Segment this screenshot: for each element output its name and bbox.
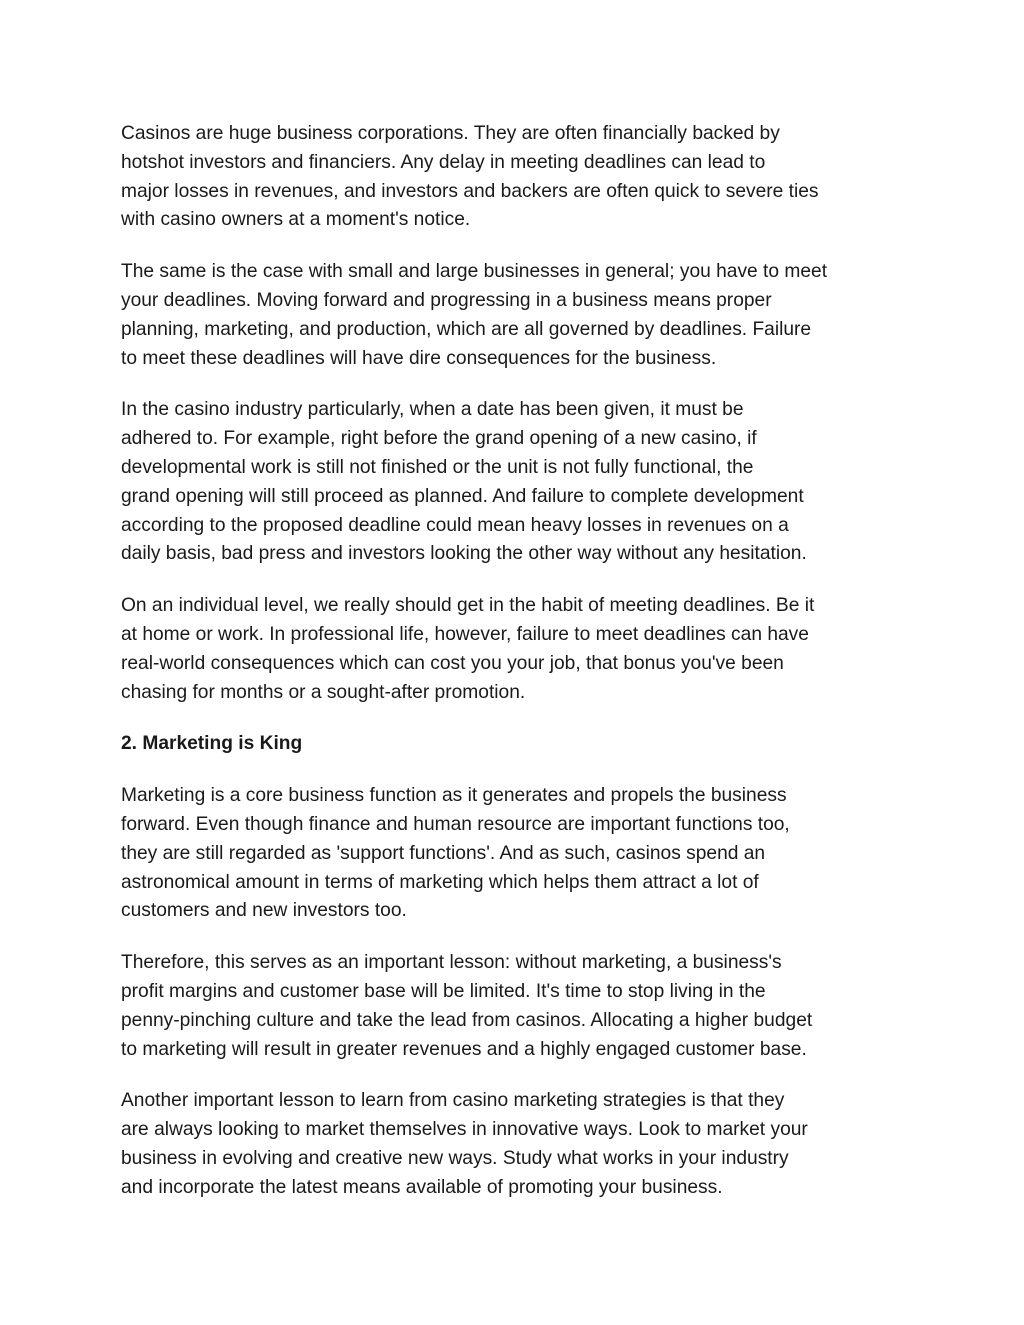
document-page (121, 120, 911, 1226)
paragraph-casino-industry-dates: In the casino industry particularly, when a date has been given, it must be adhered to. For example, right before the grand opening of a new casino, if developmental work is still not finished or the unit is not fully functional, the grand opening will still proceed as planned. And failure to complete development according to the proposed deadline could mean heavy losses in revenues on a daily basis, bad press and investors looking the other way without any hesitation. (121, 399, 807, 565)
paragraph-casinos-corporations: Casinos are huge business corporations. They are often financially backed by hotshot investors and financiers. Any delay in meeting deadlines can lead to major losses in revenues, and investors and backers are often quick to severe ties with casino owners at a moment's notice. (121, 123, 819, 231)
paragraph-individual-level: On an individual level, we really should get in the habit of meeting deadlines. Be it at home or work. In professional life, however, failure to meet deadlines can have real-world consequences which can cost you your job, that bonus you've been chasing for months or a sought-after promotion. (121, 595, 815, 703)
paragraph-marketing-lesson: Therefore, this serves as an important lesson: without marketing, a business's profit margins and customer base will be limited. It's time to stop living in the penny-pinching culture and take the lead from casinos. Allocating a higher budget to marketing will result in greater revenues and a highly engaged customer base. (121, 952, 813, 1060)
paragraph-innovative-marketing: Another important lesson to learn from casino marketing strategies is that they are always looking to market themselves in innovative ways. Look to market your business in evolving and creative new ways. Study what works in your industry and incorporate the latest means available of promoting your business. (121, 1090, 808, 1198)
paragraph-marketing-core: Marketing is a core business function as it generates and propels the business forward. Even though finance and human resource are important functions too, they are still regarded as 'support functions'. And as such, casinos spend an astronomical amount in terms of marketing which helps them attract a lot of customers and new investors too. (121, 785, 790, 922)
section-heading: 2. Marketing is King (121, 733, 303, 755)
paragraph-business-deadlines: The same is the case with small and large businesses in general; you have to meet your deadlines. Moving forward and progressing in a business means proper planning, marketing, and production, which are all governed by deadlines. Failure to meet these deadlines will have dire consequences for the business. (121, 261, 828, 369)
